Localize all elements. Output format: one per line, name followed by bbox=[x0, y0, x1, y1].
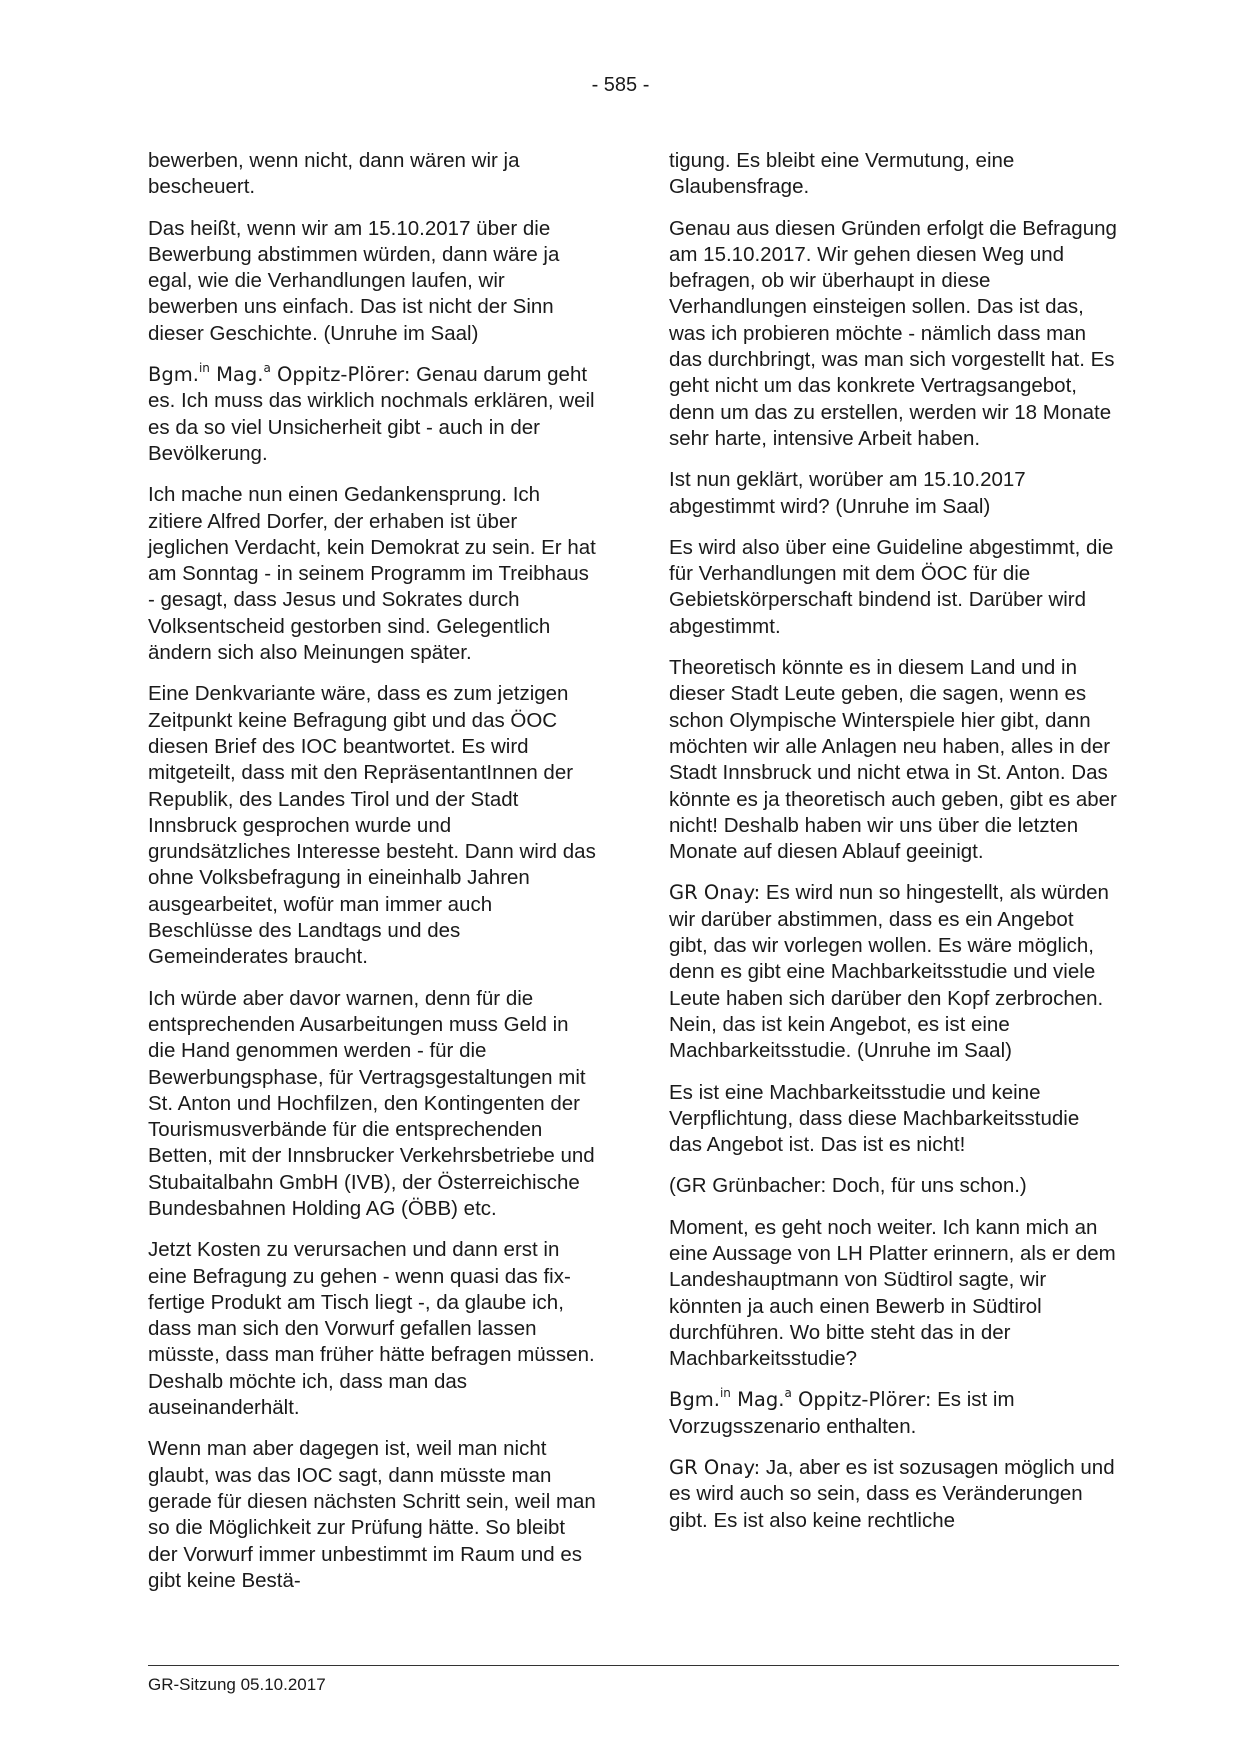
speaker-label bbox=[669, 1385, 932, 1412]
paragraph: Ich mache nun einen Gedankensprung. Ich zitiere Alfred Dorfer, der erhaben ist über jeglichen Verdacht, kein Demokrat zu sein. Er hat am Sonntag - in seinem Programm im Treibhaus - gesagt, dass Jesus und Sokrates durch Volksentscheid gestorben sind. Gelegentlich ändern sich also Meinungen später. bbox=[148, 483, 596, 665]
paragraph: Das heißt, wenn wir am 15.10.2017 über die Bewerbung abstimmen würden, dann wäre ja egal, wie die Verhandlungen laufen, wir bewerben uns einfach. Das ist nicht der Sinn dieser Geschichte. (Unruhe im Saal) bbox=[148, 216, 560, 345]
speaker-degree-sup: a bbox=[784, 1385, 792, 1400]
paragraph: Ich würde aber davor warnen, denn für die entsprechenden Ausarbeitungen muss Geld in die Hand genommen werden - für die Bewerbungsphase, für Vertragsgestaltungen mit St. Anton und Hochfilzen, den Kontingenten der Tourismusverbände für die entsprechenden Betten, mit der Innsbrucker Verkehrsbetriebe und Stubaitalbahn GmbH (IVB), der Österreichische Bundesbahnen Holding AG (ÖBB) etc. bbox=[148, 986, 595, 1220]
speaker-title-sup: in bbox=[719, 1385, 731, 1400]
footer-divider bbox=[148, 1665, 1119, 1666]
speaker-degree-sup: a bbox=[263, 360, 271, 375]
paragraph: Jetzt Kosten zu verursachen und dann erst in eine Befragung zu gehen - wenn quasi das fix-fertige Produkt am Tisch liegt -, da glaube ich, dass man sich den Vorwurf gefallen lassen müsste, dass man früher hätte befragen müssen. Deshalb möchte ich, dass man das auseinanderhält. bbox=[148, 1238, 595, 1420]
speaker-label bbox=[148, 360, 411, 387]
paragraph: (GR Grünbacher: Doch, für uns schon.) bbox=[669, 1174, 1027, 1198]
page-number: - 585 - bbox=[591, 74, 650, 96]
speaker-paragraph bbox=[669, 1387, 1117, 1440]
speaker-paragraph bbox=[148, 362, 596, 467]
right-column bbox=[669, 148, 1117, 1549]
paragraph: Genau aus diesen Gründen erfolgt die Befragung am 15.10.2017. Wir gehen diesen Weg und befragen, ob wir überhaupt in diese Verhandlungen einsteigen sollen. Das ist das, was ich probieren möchte - nämlich dass man das durchbringt, was man sich vorgestellt hat. Es geht nicht um das konkrete Vertragsangebot, denn um das zu erstellen, werden wir 18 Monate sehr harte, intensive Arbeit haben. bbox=[669, 216, 1117, 450]
speaker-degree: Mag. bbox=[730, 1388, 785, 1412]
paragraph: bewerben, wenn nicht, dann wären wir ja bescheuert. bbox=[148, 149, 520, 199]
speaker-name: Oppitz-Plörer: bbox=[791, 1388, 932, 1412]
speaker-name: GR Onay: bbox=[669, 1456, 761, 1480]
speech-text: Ja, aber es ist sozusagen möglich und es wird auch so sein, dass es Veränderungen gibt. Es ist also keine rechtliche bbox=[669, 1456, 1115, 1532]
speaker-title: Bgm. bbox=[148, 363, 199, 387]
paragraph: Es ist eine Machbarkeitsstudie und keine Verpflichtung, dass diese Machbarkeitsstudie das Angebot ist. Das ist es nicht! bbox=[669, 1080, 1080, 1157]
paragraph: Moment, es geht noch weiter. Ich kann mich an eine Aussage von LH Platter erinnern, als er dem Landeshauptmann von Südtirol sagte, wir könnten ja auch einen Bewerb in Südtirol durchführen. Wo bitte steht das in der Machbarkeitsstudie? bbox=[669, 1215, 1116, 1371]
speaker-title: Bgm. bbox=[669, 1388, 720, 1412]
paragraph: Eine Denkvariante wäre, dass es zum jetzigen Zeitpunkt keine Befragung gibt und das ÖOC diesen Brief des IOC beantwortet. Es wird mitgeteilt, dass mit den RepräsentantInnen der Republik, des Landes Tirol und der Stadt Innsbruck gesprochen wurde und grundsätzliches Interesse besteht. Dann wird das ohne Volksbefragung in eineinhalb Jahren ausgearbeitet, wofür man immer auch Beschlüsse des Landtags und des Gemeinderates braucht. bbox=[148, 682, 596, 969]
paragraph: Wenn man aber dagegen ist, weil man nicht glaubt, was das IOC sagt, dann müsste man gerade für diesen nächsten Schritt sein, weil man so die Möglichkeit zur Prüfung hätte. So bleibt der Vorwurf immer unbestimmt im Raum und es gibt keine Bestä- bbox=[148, 1437, 596, 1592]
paragraph: Theoretisch könnte es in diesem Land und in dieser Stadt Leute geben, die sagen, wenn es schon Olympische Winterspiele hier gibt, dann möchten wir alle Anlagen neu haben, alles in der Stadt Innsbruck und nicht etwa in St. Anton. Das könnte es ja theoretisch auch geben, gibt es aber nicht! Deshalb haben wir uns über die letzten Monate auf diesen Ablauf geeinigt. bbox=[669, 656, 1117, 864]
speech-text: Es wird nun so hingestellt, als würden wir darüber abstimmen, dass es ein Angebot gibt, das wir vorlegen wollen. Es wäre möglich, denn es gibt eine Machbarkeitsstudie und viele Leute haben sich darüber den Kopf zerbrochen. Nein, das ist kein Angebot, es ist eine Machbarkeitsstudie. (Unruhe im Saal) bbox=[669, 881, 1109, 1063]
speaker-name: Oppitz-Plörer: bbox=[270, 363, 411, 387]
speaker-paragraph bbox=[669, 880, 1117, 1064]
paragraph: Ist nun geklärt, worüber am 15.10.2017 abgestimmt wird? (Unruhe im Saal) bbox=[669, 468, 1026, 518]
speaker-title-sup: in bbox=[198, 360, 210, 375]
footer-session-label: GR-Sitzung 05.10.2017 bbox=[148, 1675, 326, 1694]
speech-text: Es ist im Vorzugsszenario enthalten. bbox=[669, 1388, 1015, 1438]
speaker-name: GR Onay: bbox=[669, 881, 761, 905]
paragraph: Es wird also über eine Guideline abgestimmt, die für Verhandlungen mit dem ÖOC für die Gebietskörperschaft bindend ist. Darüber wird abgestimmt. bbox=[669, 535, 1114, 638]
speaker-degree: Mag. bbox=[209, 363, 264, 387]
speaker-paragraph bbox=[669, 1455, 1117, 1534]
paragraph: tigung. Es bleibt eine Vermutung, eine Glaubensfrage. bbox=[669, 149, 1015, 199]
left-column bbox=[148, 148, 596, 1609]
speech-text: Genau darum geht es. Ich muss das wirklich nochmals erklären, weil es da so viel Unsicherheit gibt - auch in der Bevölkerung. bbox=[148, 363, 595, 465]
